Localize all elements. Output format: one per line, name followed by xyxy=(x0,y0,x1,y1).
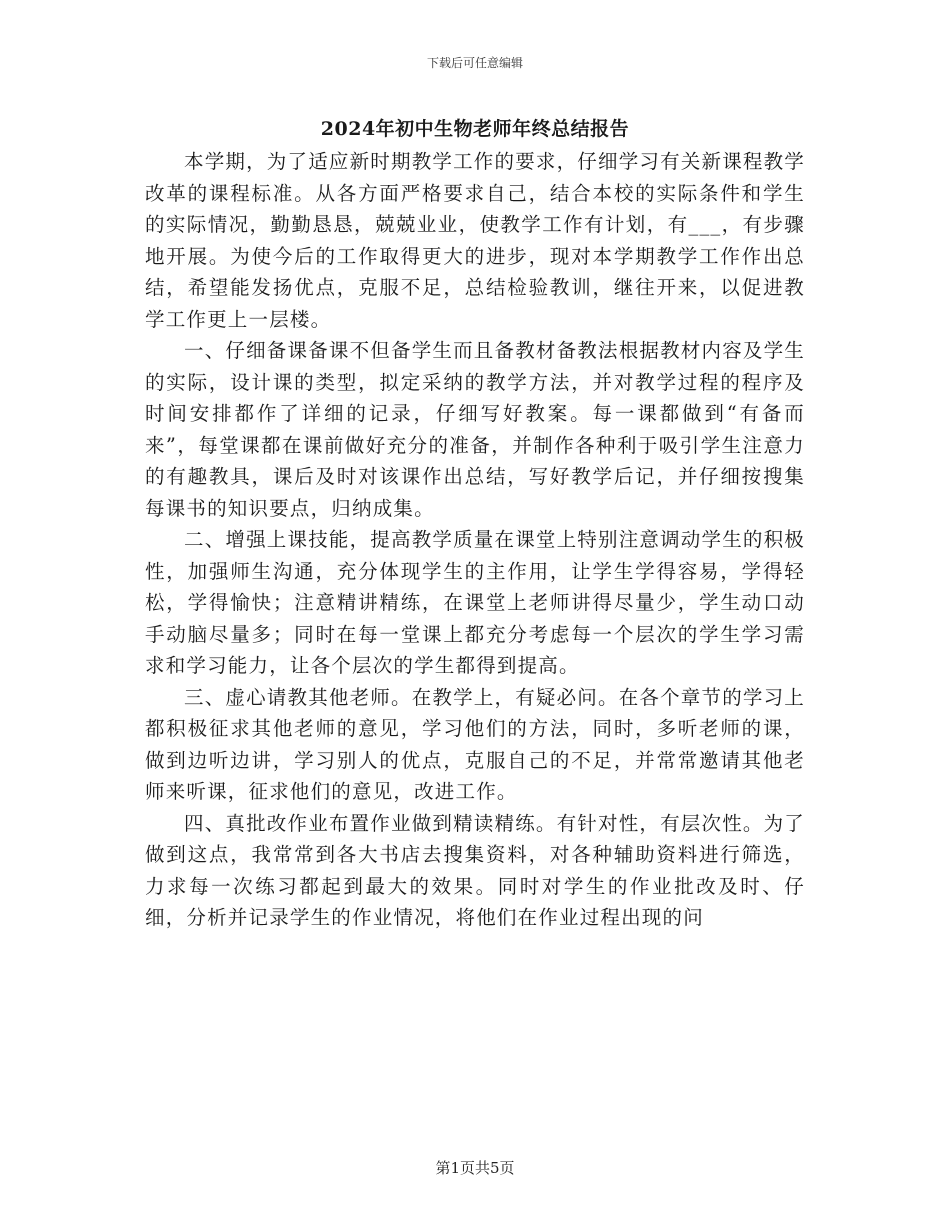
header-note: 下载后可任意编辑 xyxy=(426,56,523,70)
document-title: 2024年初中生物老师年终总结报告 xyxy=(320,118,630,140)
paragraph-intro: 本学期，为了适应新时期教学工作的要求，仔细学习有关新课程教学改革的课程标准。从各方面严格要求自己，结合本校的实际条件和学生的实际情况，勤勤恳恳，兢兢业业，使教学工作有计划，有___，有步骤地开展。为使今后的工作取得更大的进步，现对本学期教学工作作出总结，希望能发扬优点，克服不足，总结检验教训，继往开来，以促进教学工作更上一层楼。 xyxy=(145,150,806,331)
document-body xyxy=(145,146,805,934)
paragraph-section-4: 四、真批改作业布置作业做到精读精练。有针对性，有层次性。为了做到这点，我常常到各大书店去搜集资料，对各种辅助资料进行筛选，力求每一次练习都起到最大的效果。同时对学生的作业批改及时、仔细，分析并记录学生的作业情况，将他们在作业过程出现的问 xyxy=(145,811,806,929)
paragraph-section-2: 二、增强上课技能，提高教学质量在课堂上特别注意调动学生的积极性，加强师生沟通，充分体现学生的主作用，让学生学得容易，学得轻松，学得愉快；注意精讲精练，在课堂上老师讲得尽量少，学生动口动手动脑尽量多；同时在每一堂课上都充分考虑每一个层次的学生学习需求和学习能力，让各个层次的学生都得到提高。 xyxy=(145,528,806,677)
paragraph-section-1: 一、仔细备课备课不但备学生而且备教材备教法根据教材内容及学生的实际，设计课的类型，拟定采纳的教学方法，并对教学过程的程序及时间安排都作了详细的记录，仔细写好教案。每一课都做到“有备而来”，每堂课都在课前做好充分的准备，并制作各种利于吸引学生注意力的有趣教具，课后及时对该课作出总结，写好教学后记，并仔细按搜集每课书的知识要点，归纳成集。 xyxy=(145,339,806,520)
paragraph-section-3: 三、虚心请教其他老师。在教学上，有疑必问。在各个章节的学习上都积极征求其他老师的意见，学习他们的方法，同时，多听老师的课，做到边听边讲，学习别人的优点，克服自己的不足，并常常邀请其他老师来听课，征求他们的意见，改进工作。 xyxy=(145,685,806,803)
page-number-footer: 第1页共5页 xyxy=(435,1159,515,1177)
